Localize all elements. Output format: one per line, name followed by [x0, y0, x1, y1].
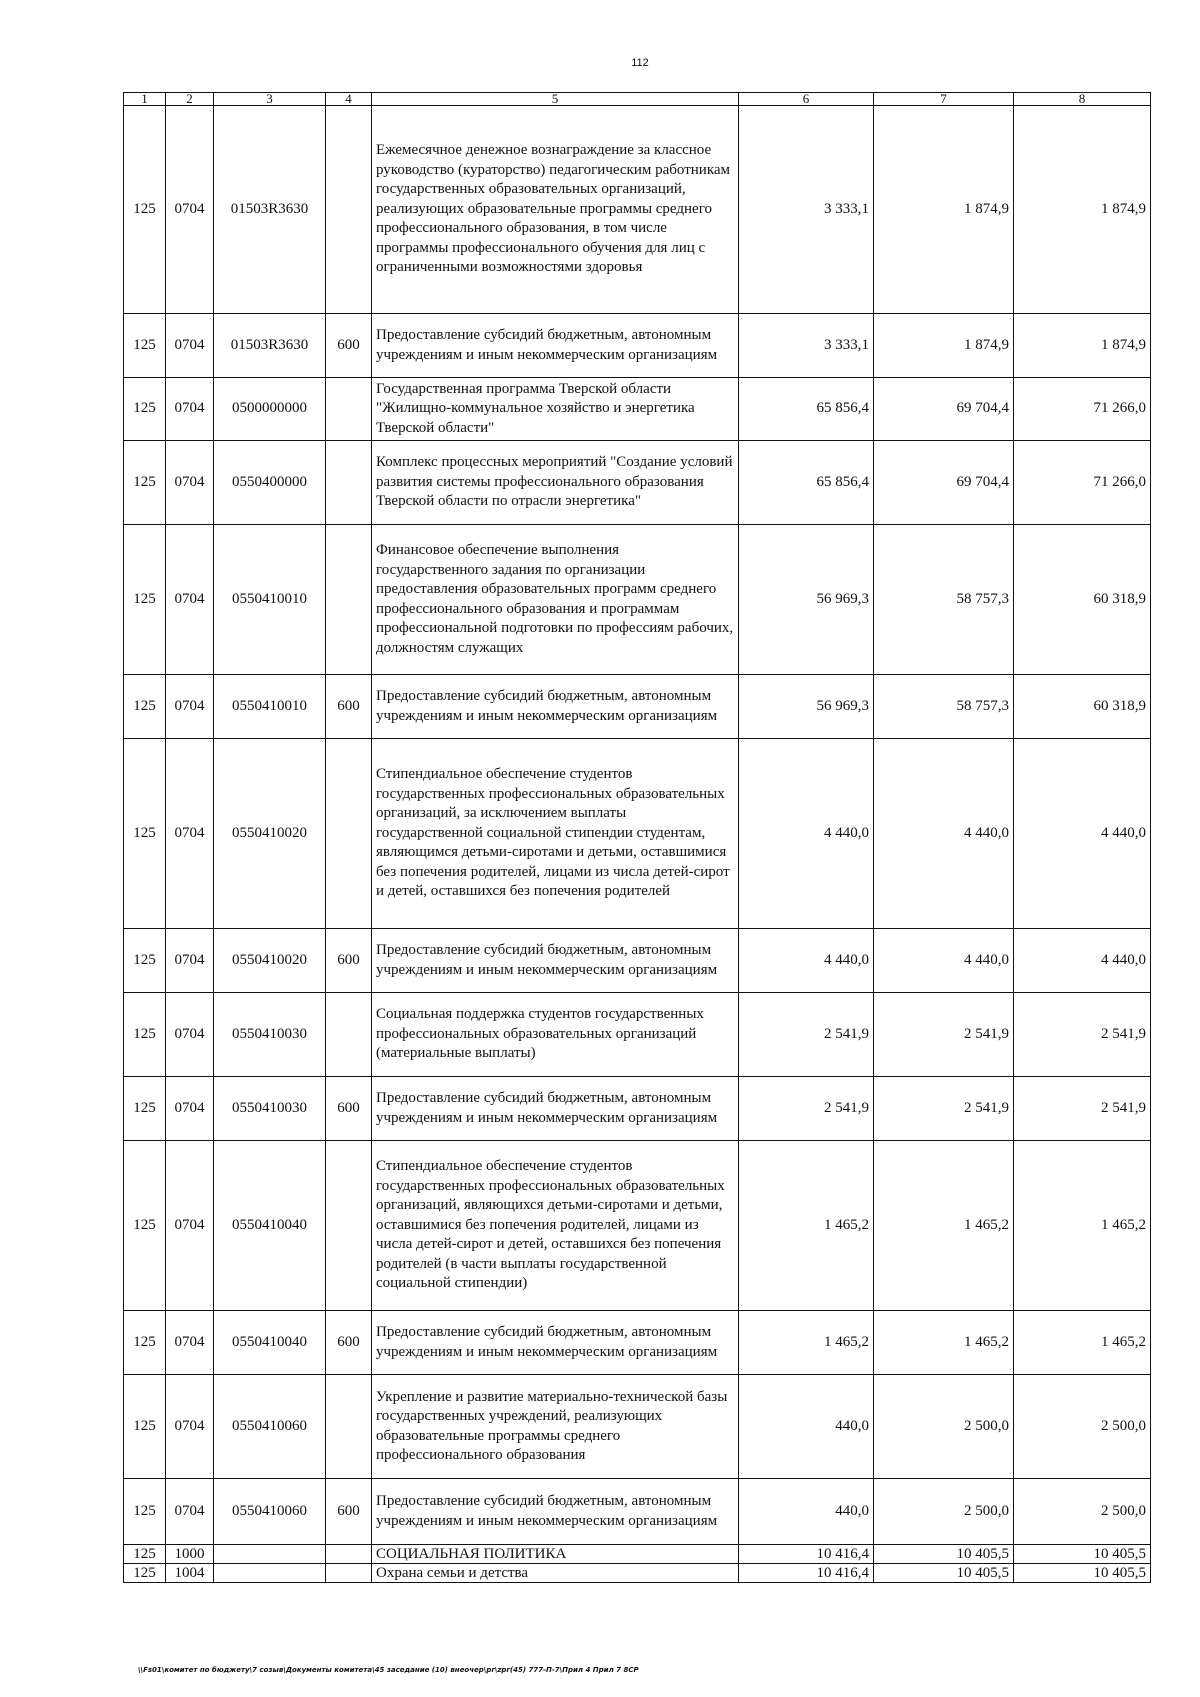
- table-cell: 10 405,5: [874, 1545, 1014, 1564]
- table-cell: 60 318,9: [1014, 675, 1151, 739]
- table-row: [124, 1375, 1151, 1479]
- table-row: [124, 314, 1151, 378]
- table-cell: 600: [326, 1311, 372, 1375]
- table-cell: 2 500,0: [874, 1375, 1014, 1479]
- table-cell: Предоставление субсидий бюджетным, автономным учреждениям и иным некоммерческим организациям: [372, 1311, 739, 1375]
- table-cell: Охрана семьи и детства: [372, 1564, 739, 1583]
- table-row: [124, 525, 1151, 675]
- table-cell: 58 757,3: [874, 525, 1014, 675]
- table-cell: 0704: [166, 1077, 214, 1141]
- table-cell: 125: [124, 1141, 166, 1311]
- table-cell: 600: [326, 1077, 372, 1141]
- table-cell: 600: [326, 314, 372, 378]
- table-cell: 0550410030: [214, 1077, 326, 1141]
- table-cell: 0704: [166, 675, 214, 739]
- table-cell: 10 416,4: [739, 1564, 874, 1583]
- table-cell: 0550410020: [214, 739, 326, 929]
- table-cell: 2 541,9: [874, 993, 1014, 1077]
- table-cell: Комплекс процессных мероприятий "Создание условий развития системы профессионального образования Тверской области по отрасли энергетика": [372, 441, 739, 525]
- table-cell: 440,0: [739, 1479, 874, 1545]
- table-cell: 0550410010: [214, 525, 326, 675]
- table-cell: Финансовое обеспечение выполнения государственного задания по организации предоставления образовательных программ среднего профессионального образования и программам профессиональной подготовки по профессиям рабочих, должностям служащих: [372, 525, 739, 675]
- table-row: [124, 1564, 1151, 1583]
- table-cell: 1 465,2: [874, 1311, 1014, 1375]
- table-cell: 0704: [166, 993, 214, 1077]
- table-cell: 125: [124, 1311, 166, 1375]
- table-cell: 0704: [166, 739, 214, 929]
- table-cell: Укрепление и развитие материально-технической базы государственных учреждений, реализующих образовательные программы среднего профессионального образования: [372, 1375, 739, 1479]
- table-cell: 1 465,2: [1014, 1311, 1151, 1375]
- table-cell: 0550410040: [214, 1311, 326, 1375]
- table-cell: Предоставление субсидий бюджетным, автономным учреждениям и иным некоммерческим организациям: [372, 1479, 739, 1545]
- budget-table: [123, 92, 1151, 1583]
- table-cell: 0704: [166, 314, 214, 378]
- table-cell: 0550410020: [214, 929, 326, 993]
- table-cell: 0550410040: [214, 1141, 326, 1311]
- table-cell: [326, 378, 372, 441]
- table-cell: [214, 1545, 326, 1564]
- table-cell: 600: [326, 1479, 372, 1545]
- table-cell: 2 541,9: [1014, 1077, 1151, 1141]
- table-row: [124, 1479, 1151, 1545]
- table-cell: СОЦИАЛЬНАЯ ПОЛИТИКА: [372, 1545, 739, 1564]
- table-row: [124, 929, 1151, 993]
- file-path-footer: \\Fs01\комитет по бюджету\7 созыв\Документы комитета\45 заседание (10) внеочер\pr\zpr(45) 777-П-7\Прил 4 Прил 7 8СР: [138, 1666, 639, 1674]
- table-cell: 125: [124, 993, 166, 1077]
- table-cell: 10 405,5: [1014, 1564, 1151, 1583]
- column-header: 4: [326, 93, 372, 106]
- table-cell: 0704: [166, 525, 214, 675]
- table-cell: Предоставление субсидий бюджетным, автономным учреждениям и иным некоммерческим организациям: [372, 675, 739, 739]
- table-cell: 125: [124, 525, 166, 675]
- table-cell: Ежемесячное денежное вознаграждение за классное руководство (кураторство) педагогическим работникам государственных образовательных организаций, реализующих образовательные программы среднего профессионального образования, в том числе программы профессионального обучения для лиц с ограниченными возможностями здоровья: [372, 106, 739, 314]
- table-cell: 1 465,2: [739, 1141, 874, 1311]
- table-cell: 2 541,9: [874, 1077, 1014, 1141]
- table-cell: 125: [124, 1077, 166, 1141]
- table-cell: 0704: [166, 378, 214, 441]
- table-cell: 4 440,0: [1014, 739, 1151, 929]
- table-cell: 1004: [166, 1564, 214, 1583]
- table-cell: 2 500,0: [874, 1479, 1014, 1545]
- table-cell: 2 541,9: [1014, 993, 1151, 1077]
- table-row: [124, 675, 1151, 739]
- table-cell: Социальная поддержка студентов государственных профессиональных образовательных организаций (материальные выплаты): [372, 993, 739, 1077]
- table-cell: 65 856,4: [739, 378, 874, 441]
- table-cell: 0704: [166, 929, 214, 993]
- table-cell: 0704: [166, 1375, 214, 1479]
- table-cell: 125: [124, 378, 166, 441]
- table-cell: Стипендиальное обеспечение студентов государственных профессиональных образовательных организаций, за исключением выплаты государственной социальной стипендии студентам, являющимся детьми-сиротами и детьми, оставшимися без попечения родителей, лицами из числа детей-сирот и детей, оставшихся без попечения родителей: [372, 739, 739, 929]
- table-cell: 125: [124, 106, 166, 314]
- column-header: 1: [124, 93, 166, 106]
- table-cell: 1 874,9: [874, 314, 1014, 378]
- table-cell: Стипендиальное обеспечение студентов государственных профессиональных образовательных организаций, являющихся детьми-сиротами и детьми, оставшимися без попечения родителей, лицами из числа детей-сирот и детей, оставшихся без попечения родителей (в части выплаты государственной социальной стипендии): [372, 1141, 739, 1311]
- table-cell: 1 465,2: [739, 1311, 874, 1375]
- table-cell: [214, 1564, 326, 1583]
- table-cell: 2 541,9: [739, 993, 874, 1077]
- table-cell: 2 500,0: [1014, 1375, 1151, 1479]
- table-row: [124, 1077, 1151, 1141]
- table-cell: [326, 739, 372, 929]
- table-cell: Предоставление субсидий бюджетным, автономным учреждениям и иным некоммерческим организациям: [372, 929, 739, 993]
- table-cell: 69 704,4: [874, 441, 1014, 525]
- table-cell: 10 405,5: [1014, 1545, 1151, 1564]
- table-cell: 10 405,5: [874, 1564, 1014, 1583]
- table-cell: 125: [124, 675, 166, 739]
- table-cell: 58 757,3: [874, 675, 1014, 739]
- table-cell: 600: [326, 929, 372, 993]
- table-cell: 2 541,9: [739, 1077, 874, 1141]
- table-cell: 71 266,0: [1014, 378, 1151, 441]
- table-cell: [326, 1375, 372, 1479]
- table-cell: 125: [124, 1564, 166, 1583]
- table-cell: [326, 1545, 372, 1564]
- table-cell: 125: [124, 929, 166, 993]
- table-cell: [326, 1564, 372, 1583]
- table-cell: [326, 525, 372, 675]
- table-cell: 1 874,9: [1014, 106, 1151, 314]
- table-cell: 0704: [166, 1141, 214, 1311]
- table-cell: 1 874,9: [874, 106, 1014, 314]
- header-row: [124, 93, 1151, 106]
- table-cell: 4 440,0: [739, 739, 874, 929]
- table-cell: 0704: [166, 1311, 214, 1375]
- table-cell: 125: [124, 739, 166, 929]
- table-cell: Государственная программа Тверской области "Жилищно-коммунальное хозяйство и энергетика Тверской области": [372, 378, 739, 441]
- table-cell: 3 333,1: [739, 106, 874, 314]
- table-cell: 60 318,9: [1014, 525, 1151, 675]
- table-cell: Предоставление субсидий бюджетным, автономным учреждениям и иным некоммерческим организациям: [372, 314, 739, 378]
- table-cell: 2 500,0: [1014, 1479, 1151, 1545]
- table-cell: Предоставление субсидий бюджетным, автономным учреждениям и иным некоммерческим организациям: [372, 1077, 739, 1141]
- table-cell: [326, 441, 372, 525]
- table-cell: [326, 106, 372, 314]
- table-cell: 1000: [166, 1545, 214, 1564]
- table-cell: 600: [326, 675, 372, 739]
- column-header: 6: [739, 93, 874, 106]
- table-cell: 440,0: [739, 1375, 874, 1479]
- table-row: [124, 993, 1151, 1077]
- table-cell: 1 465,2: [874, 1141, 1014, 1311]
- table-cell: 0704: [166, 106, 214, 314]
- table-row: [124, 378, 1151, 441]
- table-cell: 65 856,4: [739, 441, 874, 525]
- table-row: [124, 739, 1151, 929]
- table-cell: 125: [124, 314, 166, 378]
- page-number: 112: [631, 57, 649, 69]
- table-cell: 0704: [166, 441, 214, 525]
- table-cell: 4 440,0: [739, 929, 874, 993]
- table-cell: 0550410010: [214, 675, 326, 739]
- column-header: 2: [166, 93, 214, 106]
- table-cell: 3 333,1: [739, 314, 874, 378]
- column-header: 3: [214, 93, 326, 106]
- column-header: 8: [1014, 93, 1151, 106]
- table-row: [124, 1545, 1151, 1564]
- column-header: 7: [874, 93, 1014, 106]
- table-cell: 0704: [166, 1479, 214, 1545]
- table-row: [124, 106, 1151, 314]
- table-cell: [326, 1141, 372, 1311]
- table-cell: 4 440,0: [1014, 929, 1151, 993]
- table-cell: 0550410060: [214, 1479, 326, 1545]
- table-row: [124, 441, 1151, 525]
- table-cell: 125: [124, 1545, 166, 1564]
- table-cell: 1 874,9: [1014, 314, 1151, 378]
- table-cell: 01503R3630: [214, 106, 326, 314]
- table-cell: 4 440,0: [874, 929, 1014, 993]
- table-cell: 0550410060: [214, 1375, 326, 1479]
- table-row: [124, 1311, 1151, 1375]
- table-cell: 125: [124, 441, 166, 525]
- table-cell: 4 440,0: [874, 739, 1014, 929]
- column-header: 5: [372, 93, 739, 106]
- table-cell: 125: [124, 1375, 166, 1479]
- table-cell: 10 416,4: [739, 1545, 874, 1564]
- table-cell: 69 704,4: [874, 378, 1014, 441]
- table-row: [124, 1141, 1151, 1311]
- table-cell: [326, 993, 372, 1077]
- table-cell: 56 969,3: [739, 525, 874, 675]
- table-cell: 0550400000: [214, 441, 326, 525]
- table-cell: 125: [124, 1479, 166, 1545]
- table-cell: 1 465,2: [1014, 1141, 1151, 1311]
- table-cell: 01503R3630: [214, 314, 326, 378]
- table-cell: 56 969,3: [739, 675, 874, 739]
- table-cell: 71 266,0: [1014, 441, 1151, 525]
- table-cell: 0500000000: [214, 378, 326, 441]
- table-cell: 0550410030: [214, 993, 326, 1077]
